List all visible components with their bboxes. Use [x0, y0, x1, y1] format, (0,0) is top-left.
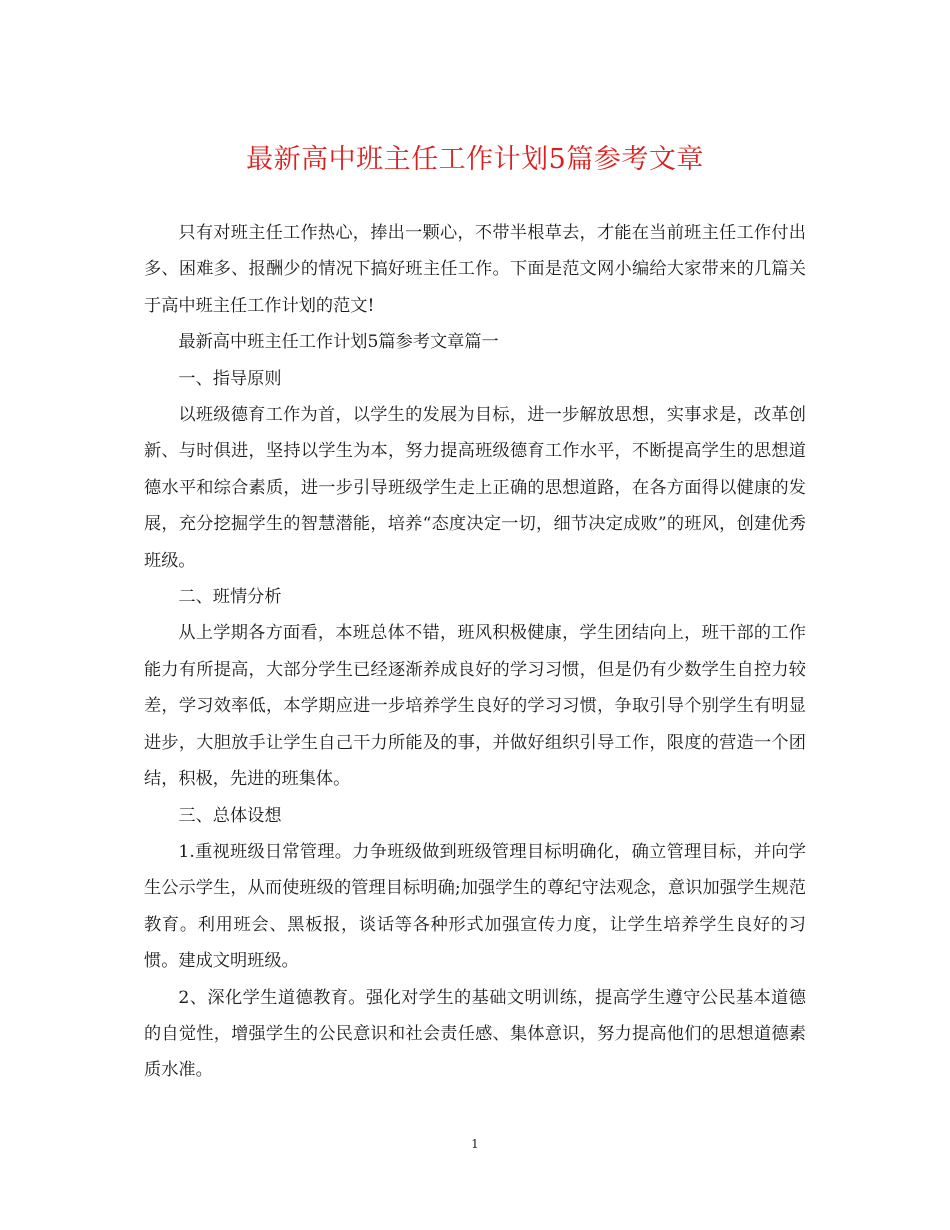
section-heading-overall-plan: 三、总体设想 [178, 805, 282, 826]
document-body [144, 215, 806, 1089]
section-heading-class-analysis: 二、班情分析 [178, 587, 282, 608]
page-number: 1 [471, 1137, 479, 1151]
article-heading: 最新高中班主任工作计划5篇参考文章篇一 [178, 332, 499, 353]
section-heading-guiding-principle: 一、指导原则 [178, 368, 282, 389]
document-title: 最新高中班主任工作计划5篇参考文章 [246, 144, 704, 175]
guiding-principle-paragraph: 以班级德育工作为首，以学生的发展为目标，进一步解放思想，实事求是，改革创新、与时俱进，坚持以学生为本，努力提高班级德育工作水平，不断提高学生的思想道德水平和综合素质，进一步引导班级学生走上正确的思想道路，在各方面得以健康的发展，充分挖掘学生的智慧潜能，培养“态度决定一切，细节决定成败”的班风，创建优秀班级。 [144, 405, 806, 571]
intro-paragraph: 只有对班主任工作热心，捧出一颗心，不带半根草去，才能在当前班主任工作付出多、困难多、报酬少的情况下搞好班主任工作。下面是范文网小编给大家带来的几篇关于高中班主任工作计划的范文! [144, 223, 806, 316]
plan-item-2: 2、深化学生道德教育。强化对学生的基础文明训练，提高学生遵守公民基本道德的自觉性，增强学生的公民意识和社会责任感、集体意识，努力提高他们的思想道德素质水准。 [144, 987, 806, 1081]
class-analysis-paragraph: 从上学期各方面看，本班总体不错，班风积极健康，学生团结向上，班干部的工作能力有所提高，大部分学生已经逐渐养成良好的学习习惯，但是仍有少数学生自控力较差，学习效率低，本学期应进一步培养学生良好的学习习惯，争取引导个别学生有明显进步，大胆放手让学生自己干力所能及的事，并做好组织引导工作，限度的营造一个团结，积极，先进的班集体。 [144, 623, 806, 790]
plan-item-1: 1.重视班级日常管理。力争班级做到班级管理目标明确化，确立管理目标，并向学生公示学生，从而使班级的管理目标明确;加强学生的尊纪守法观念，意识加强学生规范教育。利用班会、黑板报，谈话等各种形式加强宣传力度，让学生培养学生良好的习惯。建成文明班级。 [144, 841, 806, 972]
